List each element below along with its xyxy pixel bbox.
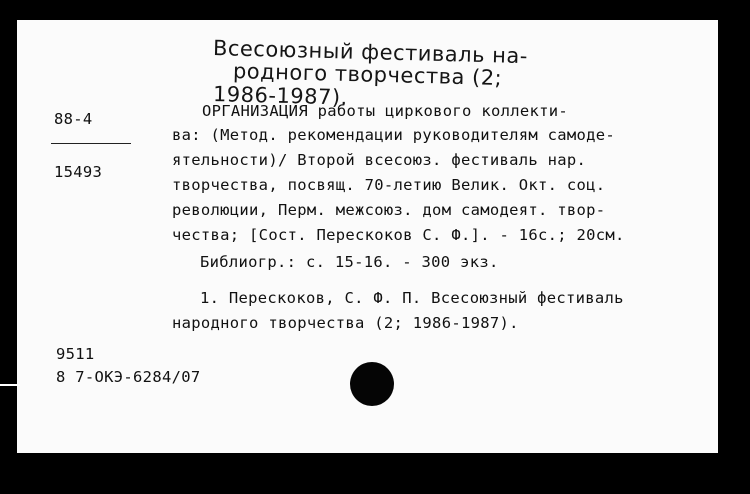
tracing-line-2: народного творчества (2; 1986-1987).	[172, 314, 519, 332]
scan-edge-mark	[0, 384, 20, 386]
punch-hole	[350, 362, 394, 406]
record-line-2: ва: (Метод. рекомендации руководителям самоде-	[172, 126, 616, 144]
shelfmark-rule	[51, 143, 131, 144]
handwritten-heading-line-2: родного творчества (2;	[232, 59, 503, 91]
record-line-7: Библиогр.: с. 15-16. - 300 экз.	[200, 253, 499, 271]
record-line-3: ятельности)/ Второй всесоюз. фестиваль нар.	[172, 151, 587, 169]
classification-code: 9511	[56, 345, 95, 363]
record-line-4: творчества, посвящ. 70-летию Велик. Окт. соц.	[172, 176, 606, 194]
shelfmark: 88-4	[54, 110, 93, 128]
catalog-card	[17, 20, 718, 453]
record-line-6: чества; [Сост. Перескоков С. Ф.]. - 16с.; 20см.	[172, 226, 625, 244]
record-line-1: ОРГАНИЗАЦИЯ работы циркового коллекти-	[202, 102, 569, 120]
tracing-line-1: 1. Перескоков, С. Ф. П. Всесоюзный фестиваль	[200, 289, 624, 307]
accession-number: 15493	[54, 163, 103, 181]
record-line-5: революции, Перм. межсоюз. дом самодеят. твор-	[172, 201, 606, 219]
order-number: 8 7-ОКЭ-6284/07	[56, 368, 201, 386]
handwritten-heading-line-1: Всесоюзный фестиваль на-	[212, 36, 529, 69]
handwritten-heading-line-3: 1986-1987).	[212, 82, 349, 110]
